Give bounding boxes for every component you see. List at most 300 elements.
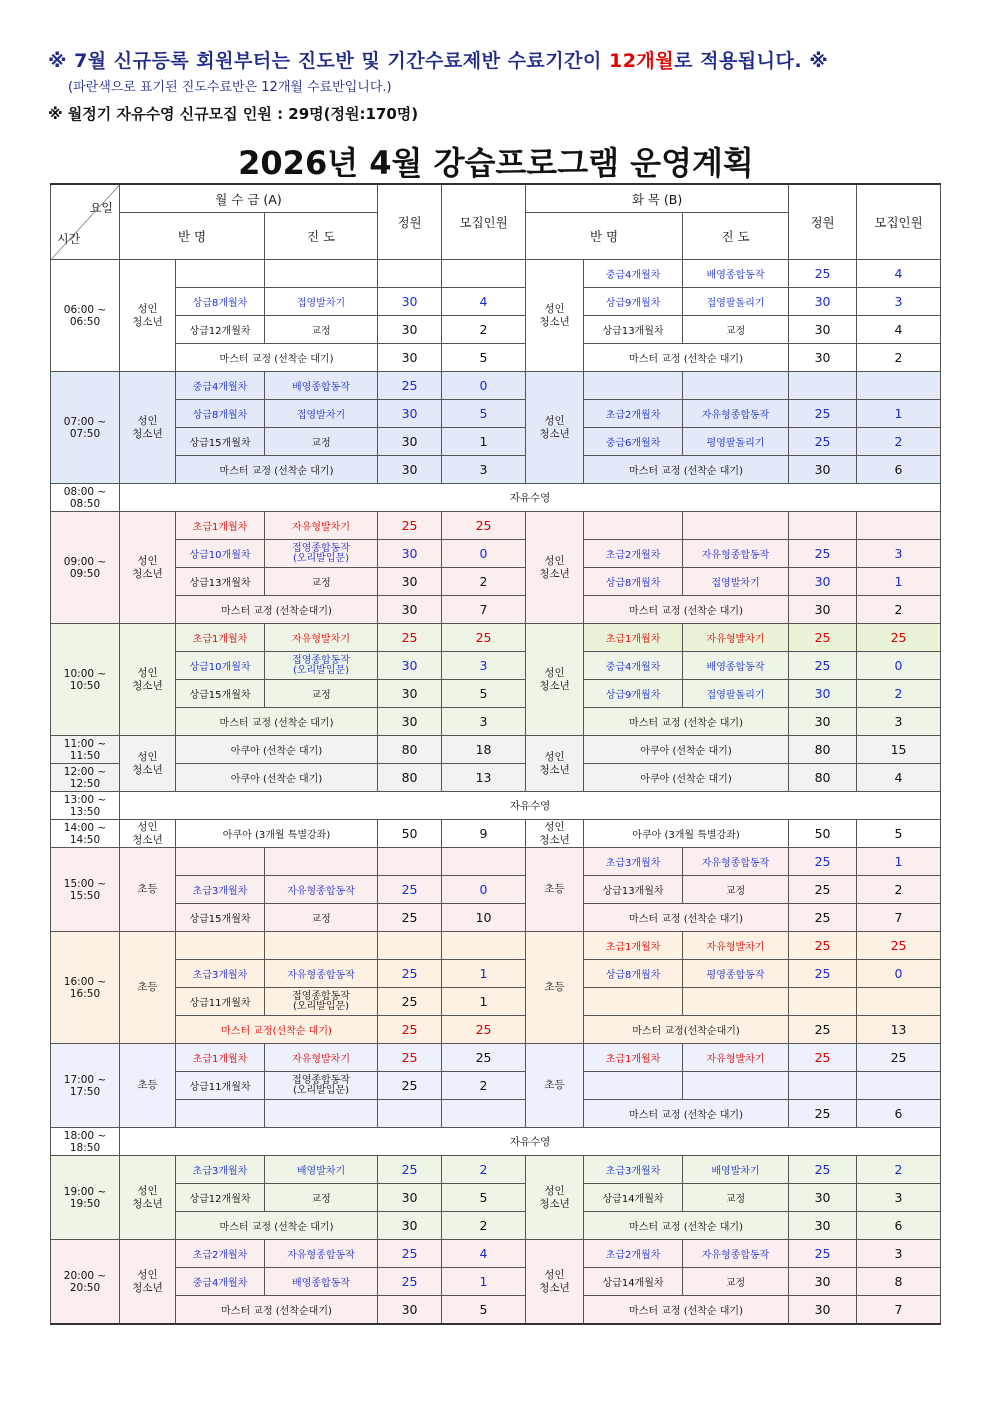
age-group-b: 초등	[526, 932, 584, 1044]
capacity-b: 30	[789, 344, 857, 372]
master-class-b: 아쿠아 (선착순 대기)	[584, 764, 789, 792]
master-class-a: 아쿠아 (선착순 대기)	[176, 764, 378, 792]
capacity-b: 25	[789, 1016, 857, 1044]
schedule-row	[51, 568, 941, 596]
age-group-b: 성인 청소년	[526, 736, 584, 792]
recruit-b: 2	[857, 428, 941, 456]
class-level-b: 초급2개월차	[584, 540, 683, 568]
master-class-a: 마스터 교정 (선착순 대기)	[176, 708, 378, 736]
schedule-row	[51, 512, 941, 540]
class-level-a: 상급8개월차	[176, 400, 265, 428]
master-class-a: 마스터 교정 (선착순대기)	[176, 596, 378, 624]
class-name-header-a: 반 명	[120, 213, 265, 260]
schedule-row	[51, 1296, 941, 1325]
class-progress-a: 접영종합동작 (오리발입문)	[265, 652, 378, 680]
recruit-b: 2	[857, 876, 941, 904]
day-time-header: 요일 시간	[51, 184, 120, 260]
capacity-a	[378, 848, 442, 876]
capacity-a: 50	[378, 820, 442, 848]
recruit-a: 2	[442, 568, 526, 596]
free-swim-label: 자유수영	[120, 792, 941, 820]
age-group-a: 성인 청소년	[120, 1156, 176, 1240]
free-swim-label: 자유수영	[120, 1128, 941, 1156]
age-group-a: 초등	[120, 1044, 176, 1128]
group-b-header: 화 목 (B)	[526, 184, 789, 213]
recruit-a: 5	[442, 1296, 526, 1325]
class-progress-a: 접영종합동작 (오리발입문)	[265, 540, 378, 568]
recruit-b: 4	[857, 260, 941, 288]
time-slot: 12:00 ~ 12:50	[51, 764, 120, 792]
time-slot: 20:00 ~ 20:50	[51, 1240, 120, 1325]
capacity-b: 50	[789, 820, 857, 848]
class-level-a: 상급15개월차	[176, 428, 265, 456]
class-level-a: 초급2개월차	[176, 1240, 265, 1268]
class-progress-a: 교정	[265, 428, 378, 456]
recruit-b: 7	[857, 904, 941, 932]
master-class-a: 아쿠아 (3개월 특별강좌)	[176, 820, 378, 848]
class-level-b: 중급6개월차	[584, 428, 683, 456]
recruit-a: 5	[442, 680, 526, 708]
capacity-a: 25	[378, 1268, 442, 1296]
capacity-b: 30	[789, 568, 857, 596]
recruit-b	[857, 512, 941, 540]
capacity-a: 25	[378, 1072, 442, 1100]
class-progress-b: 평영팔돌리기	[683, 428, 789, 456]
master-class-b: 아쿠아 (3개월 특별강좌)	[584, 820, 789, 848]
recruit-b	[857, 372, 941, 400]
class-progress-a: 자유형종합동작	[265, 876, 378, 904]
class-level-b: 상급13개월차	[584, 316, 683, 344]
recruit-b: 8	[857, 1268, 941, 1296]
class-level-a: 상급8개월차	[176, 288, 265, 316]
class-progress-b: 접영발차기	[683, 568, 789, 596]
capacity-b	[789, 512, 857, 540]
age-group-b: 성인 청소년	[526, 372, 584, 484]
recruit-b: 0	[857, 652, 941, 680]
class-level-a: 초급3개월차	[176, 876, 265, 904]
recruit-a: 2	[442, 316, 526, 344]
master-class-a: 마스터 교정 (선착순대기)	[176, 1296, 378, 1325]
age-group-a: 성인 청소년	[120, 260, 176, 372]
master-class-b: 마스터 교정 (선착순 대기)	[584, 708, 789, 736]
class-level-a: 상급15개월차	[176, 680, 265, 708]
capacity-b: 25	[789, 540, 857, 568]
class-progress-b: 평영종합동작	[683, 960, 789, 988]
class-level-a: 중급4개월차	[176, 372, 265, 400]
class-progress-b: 교정	[683, 316, 789, 344]
recruit-b: 6	[857, 456, 941, 484]
class-level-a: 초급1개월차	[176, 624, 265, 652]
recruit-a: 1	[442, 1268, 526, 1296]
class-progress-a: 자유형종합동작	[265, 960, 378, 988]
recruit-a: 4	[442, 1240, 526, 1268]
capacity-b: 25	[789, 1156, 857, 1184]
recruit-a: 3	[442, 652, 526, 680]
capacity-a	[378, 1100, 442, 1128]
schedule-row	[51, 1044, 941, 1072]
master-class-a: 마스터 교정 (선착순 대기)	[176, 456, 378, 484]
class-level-a: 상급11개월차	[176, 988, 265, 1016]
capacity-a: 25	[378, 372, 442, 400]
master-class-a: 마스터 교정 (선착순 대기)	[176, 344, 378, 372]
capacity-a: 25	[378, 876, 442, 904]
recruit-a: 25	[442, 624, 526, 652]
free-swim-row	[51, 484, 941, 512]
recruit-a: 1	[442, 428, 526, 456]
age-group-a: 성인 청소년	[120, 736, 176, 792]
capacity-b: 30	[789, 596, 857, 624]
class-level-a: 상급11개월차	[176, 1072, 265, 1100]
recruit-b: 6	[857, 1212, 941, 1240]
class-level-b: 중급4개월차	[584, 260, 683, 288]
capacity-a: 30	[378, 596, 442, 624]
age-group-b: 성인 청소년	[526, 1156, 584, 1240]
time-slot: 06:00 ~ 06:50	[51, 260, 120, 372]
class-level-a: 상급13개월차	[176, 568, 265, 596]
capacity-a: 25	[378, 1016, 442, 1044]
class-level-b: 상급13개월차	[584, 876, 683, 904]
class-progress-b: 자유형종합동작	[683, 400, 789, 428]
master-class-b: 마스터 교정 (선착순 대기)	[584, 456, 789, 484]
time-slot: 11:00 ~ 11:50	[51, 736, 120, 764]
schedule-row	[51, 1072, 941, 1100]
recruit-a: 2	[442, 1072, 526, 1100]
class-level-a: 초급3개월차	[176, 1156, 265, 1184]
capacity-b: 30	[789, 456, 857, 484]
class-level-b	[584, 988, 683, 1016]
schedule-row	[51, 624, 941, 652]
age-group-a: 성인 청소년	[120, 512, 176, 624]
recruit-a: 18	[442, 736, 526, 764]
class-level-a	[176, 848, 265, 876]
age-group-a: 초등	[120, 932, 176, 1044]
recruit-a	[442, 848, 526, 876]
recruit-a: 1	[442, 988, 526, 1016]
class-level-a	[176, 1100, 265, 1128]
recruit-a	[442, 932, 526, 960]
recruit-b: 2	[857, 344, 941, 372]
schedule-row	[51, 1212, 941, 1240]
capacity-a: 30	[378, 288, 442, 316]
class-progress-a: 교정	[265, 680, 378, 708]
recruit-a: 2	[442, 1156, 526, 1184]
class-progress-a	[265, 1100, 378, 1128]
capacity-b: 30	[789, 1212, 857, 1240]
recruit-b: 13	[857, 1016, 941, 1044]
class-progress-b	[683, 372, 789, 400]
schedule-row	[51, 1240, 941, 1268]
recruit-b: 3	[857, 540, 941, 568]
recruit-b: 0	[857, 960, 941, 988]
capacity-a	[378, 260, 442, 288]
age-group-b: 성인 청소년	[526, 820, 584, 848]
class-level-a: 상급12개월차	[176, 316, 265, 344]
class-progress-b: 자유형종합동작	[683, 1240, 789, 1268]
age-group-b: 초등	[526, 1044, 584, 1128]
recruit-a: 5	[442, 400, 526, 428]
recruit-a: 4	[442, 288, 526, 316]
class-progress-a	[265, 260, 378, 288]
class-level-a: 초급1개월차	[176, 1044, 265, 1072]
class-progress-b	[683, 1072, 789, 1100]
capacity-b: 25	[789, 1240, 857, 1268]
progress-header-a: 진 도	[265, 213, 378, 260]
class-level-b: 초급3개월차	[584, 1156, 683, 1184]
recruit-b: 3	[857, 1240, 941, 1268]
free-swim-row	[51, 792, 941, 820]
schedule-row	[51, 848, 941, 876]
capacity-a: 25	[378, 1156, 442, 1184]
time-slot: 15:00 ~ 15:50	[51, 848, 120, 932]
capacity-b: 25	[789, 876, 857, 904]
capacity-b: 25	[789, 848, 857, 876]
recruit-a	[442, 1100, 526, 1128]
age-group-a: 성인 청소년	[120, 624, 176, 736]
recruit-a: 5	[442, 1184, 526, 1212]
free-swim-label: 자유수영	[120, 484, 941, 512]
recruit-b: 25	[857, 624, 941, 652]
class-progress-b: 자유형종합동작	[683, 540, 789, 568]
class-progress-a: 자유형발차기	[265, 1044, 378, 1072]
class-level-b: 초급1개월차	[584, 1044, 683, 1072]
schedule-row	[51, 1016, 941, 1044]
capacity-b: 30	[789, 288, 857, 316]
capacity-a: 25	[378, 624, 442, 652]
capacity-a: 30	[378, 428, 442, 456]
master-class-a: 마스터 교정(선착순 대기)	[176, 1016, 378, 1044]
class-level-b: 초급3개월차	[584, 848, 683, 876]
class-level-a: 중급4개월차	[176, 1268, 265, 1296]
capacity-b: 25	[789, 1044, 857, 1072]
class-progress-a: 자유형종합동작	[265, 1240, 378, 1268]
master-class-b: 마스터 교정 (선착순 대기)	[584, 1296, 789, 1325]
class-progress-a: 배영종합동작	[265, 1268, 378, 1296]
schedule-row	[51, 736, 941, 764]
master-class-b: 마스터 교정(선착순대기)	[584, 1016, 789, 1044]
time-slot: 16:00 ~ 16:50	[51, 932, 120, 1044]
capacity-a: 25	[378, 988, 442, 1016]
capacity-a: 30	[378, 540, 442, 568]
capacity-a: 30	[378, 400, 442, 428]
recruit-a: 3	[442, 708, 526, 736]
recruit-a	[442, 260, 526, 288]
capacity-a: 80	[378, 764, 442, 792]
master-class-b: 마스터 교정 (선착순 대기)	[584, 1100, 789, 1128]
class-level-b: 초급2개월차	[584, 400, 683, 428]
time-slot: 14:00 ~ 14:50	[51, 820, 120, 848]
class-progress-b: 배영발차기	[683, 1156, 789, 1184]
time-slot: 09:00 ~ 09:50	[51, 512, 120, 624]
class-progress-b: 교정	[683, 876, 789, 904]
capacity-b: 25	[789, 428, 857, 456]
recruit-a: 0	[442, 540, 526, 568]
capacity-b	[789, 1072, 857, 1100]
class-level-b: 상급8개월차	[584, 960, 683, 988]
capacity-b: 30	[789, 1296, 857, 1325]
recruit-a: 9	[442, 820, 526, 848]
schedule-row	[51, 820, 941, 848]
class-progress-a: 접영종합동작 (오리발입문)	[265, 1072, 378, 1100]
capacity-a: 30	[378, 316, 442, 344]
capacity-a	[378, 932, 442, 960]
schedule-row	[51, 652, 941, 680]
class-progress-b: 자유형발차기	[683, 1044, 789, 1072]
schedule-row	[51, 260, 941, 288]
capacity-b: 25	[789, 904, 857, 932]
capacity-b: 25	[789, 260, 857, 288]
schedule-row	[51, 400, 941, 428]
schedule-row	[51, 372, 941, 400]
recruit-a: 0	[442, 876, 526, 904]
class-level-b	[584, 372, 683, 400]
recruit-b: 25	[857, 1044, 941, 1072]
class-progress-b: 교정	[683, 1268, 789, 1296]
recruit-a: 3	[442, 456, 526, 484]
capacity-a: 30	[378, 1296, 442, 1325]
schedule-row	[51, 960, 941, 988]
age-group-b: 성인 청소년	[526, 624, 584, 736]
recruit-b: 2	[857, 680, 941, 708]
class-progress-a: 배영종합동작	[265, 372, 378, 400]
recruit-a: 25	[442, 512, 526, 540]
class-progress-a	[265, 848, 378, 876]
schedule-table-wrap	[50, 183, 940, 1325]
class-level-b	[584, 1072, 683, 1100]
capacity-a: 25	[378, 512, 442, 540]
capacity-a: 25	[378, 1044, 442, 1072]
capacity-b: 25	[789, 1100, 857, 1128]
class-progress-a: 자유형발차기	[265, 512, 378, 540]
schedule-row	[51, 764, 941, 792]
recruit-b: 15	[857, 736, 941, 764]
schedule-row	[51, 932, 941, 960]
free-swim-row	[51, 1128, 941, 1156]
capacity-a: 30	[378, 652, 442, 680]
time-slot: 08:00 ~ 08:50	[51, 484, 120, 512]
recruit-a: 2	[442, 1212, 526, 1240]
capacity-a: 25	[378, 1240, 442, 1268]
schedule-row	[51, 904, 941, 932]
recruit-b: 6	[857, 1100, 941, 1128]
recruit-a: 10	[442, 904, 526, 932]
recruit-b: 2	[857, 1156, 941, 1184]
schedule-row	[51, 316, 941, 344]
class-level-a: 상급15개월차	[176, 904, 265, 932]
class-progress-a: 교정	[265, 316, 378, 344]
schedule-row	[51, 988, 941, 1016]
age-group-b: 성인 청소년	[526, 1240, 584, 1325]
time-slot: 19:00 ~ 19:50	[51, 1156, 120, 1240]
age-group-a: 성인 청소년	[120, 820, 176, 848]
capacity-b: 30	[789, 316, 857, 344]
schedule-row	[51, 428, 941, 456]
time-slot: 10:00 ~ 10:50	[51, 624, 120, 736]
class-progress-b	[683, 988, 789, 1016]
capacity-b: 80	[789, 764, 857, 792]
time-slot: 13:00 ~ 13:50	[51, 792, 120, 820]
age-group-b: 성인 청소년	[526, 260, 584, 372]
class-progress-a: 교정	[265, 904, 378, 932]
class-progress-b	[683, 512, 789, 540]
class-level-b: 상급14개월차	[584, 1268, 683, 1296]
class-level-a	[176, 260, 265, 288]
class-progress-b: 배영종합동작	[683, 260, 789, 288]
schedule-row	[51, 876, 941, 904]
recruit-b: 1	[857, 400, 941, 428]
capacity-b: 25	[789, 624, 857, 652]
class-progress-a: 접영발차기	[265, 288, 378, 316]
recruit-a: 25	[442, 1044, 526, 1072]
class-level-b: 초급2개월차	[584, 1240, 683, 1268]
recruit-b: 7	[857, 1296, 941, 1325]
class-progress-a: 접영발차기	[265, 400, 378, 428]
time-slot: 17:00 ~ 17:50	[51, 1044, 120, 1128]
master-class-b: 마스터 교정 (선착순 대기)	[584, 904, 789, 932]
recruit-b: 1	[857, 848, 941, 876]
capacity-a: 80	[378, 736, 442, 764]
page-title: 2026년 4월 강습프로그램 운영계획	[238, 144, 754, 182]
notice-line-3: ※ 월정기 자유수영 신규모집 인원 : 29명(정원:170명)	[48, 105, 419, 123]
age-group-a: 성인 청소년	[120, 1240, 176, 1325]
class-progress-b: 접영팔돌리기	[683, 680, 789, 708]
capacity-a: 30	[378, 1212, 442, 1240]
capacity-b: 30	[789, 680, 857, 708]
age-group-a: 초등	[120, 848, 176, 932]
capacity-header-b: 정원	[789, 184, 857, 260]
class-level-a	[176, 932, 265, 960]
recruit-a: 5	[442, 344, 526, 372]
schedule-row	[51, 596, 941, 624]
master-class-a: 아쿠아 (선착순 대기)	[176, 736, 378, 764]
class-level-b	[584, 512, 683, 540]
class-progress-a	[265, 932, 378, 960]
recruit-b: 4	[857, 764, 941, 792]
capacity-a: 30	[378, 1184, 442, 1212]
capacity-a: 30	[378, 344, 442, 372]
recruit-a: 7	[442, 596, 526, 624]
class-level-b: 초급1개월차	[584, 624, 683, 652]
capacity-b: 25	[789, 400, 857, 428]
class-progress-b: 자유형종합동작	[683, 848, 789, 876]
class-level-a: 초급3개월차	[176, 960, 265, 988]
recruit-a: 1	[442, 960, 526, 988]
capacity-a: 30	[378, 680, 442, 708]
recruit-b: 25	[857, 932, 941, 960]
capacity-b: 25	[789, 932, 857, 960]
capacity-b: 25	[789, 960, 857, 988]
master-class-a: 마스터 교정 (선착순 대기)	[176, 1212, 378, 1240]
recruit-b: 1	[857, 568, 941, 596]
schedule-row	[51, 540, 941, 568]
recruit-b: 2	[857, 596, 941, 624]
age-group-a: 성인 청소년	[120, 372, 176, 484]
schedule-row	[51, 680, 941, 708]
notice-highlight: 12개월	[608, 50, 675, 72]
class-progress-a: 자유형발차기	[265, 624, 378, 652]
class-level-b: 상급8개월차	[584, 568, 683, 596]
recruit-a: 25	[442, 1016, 526, 1044]
schedule-row	[51, 288, 941, 316]
capacity-b: 30	[789, 1268, 857, 1296]
age-group-b: 성인 청소년	[526, 512, 584, 624]
recruit-b: 4	[857, 316, 941, 344]
recruit-b: 3	[857, 708, 941, 736]
capacity-a: 30	[378, 456, 442, 484]
class-level-a: 상급10개월차	[176, 652, 265, 680]
schedule-row	[51, 708, 941, 736]
group-a-header: 월 수 금 (A)	[120, 184, 378, 213]
schedule-row	[51, 1100, 941, 1128]
